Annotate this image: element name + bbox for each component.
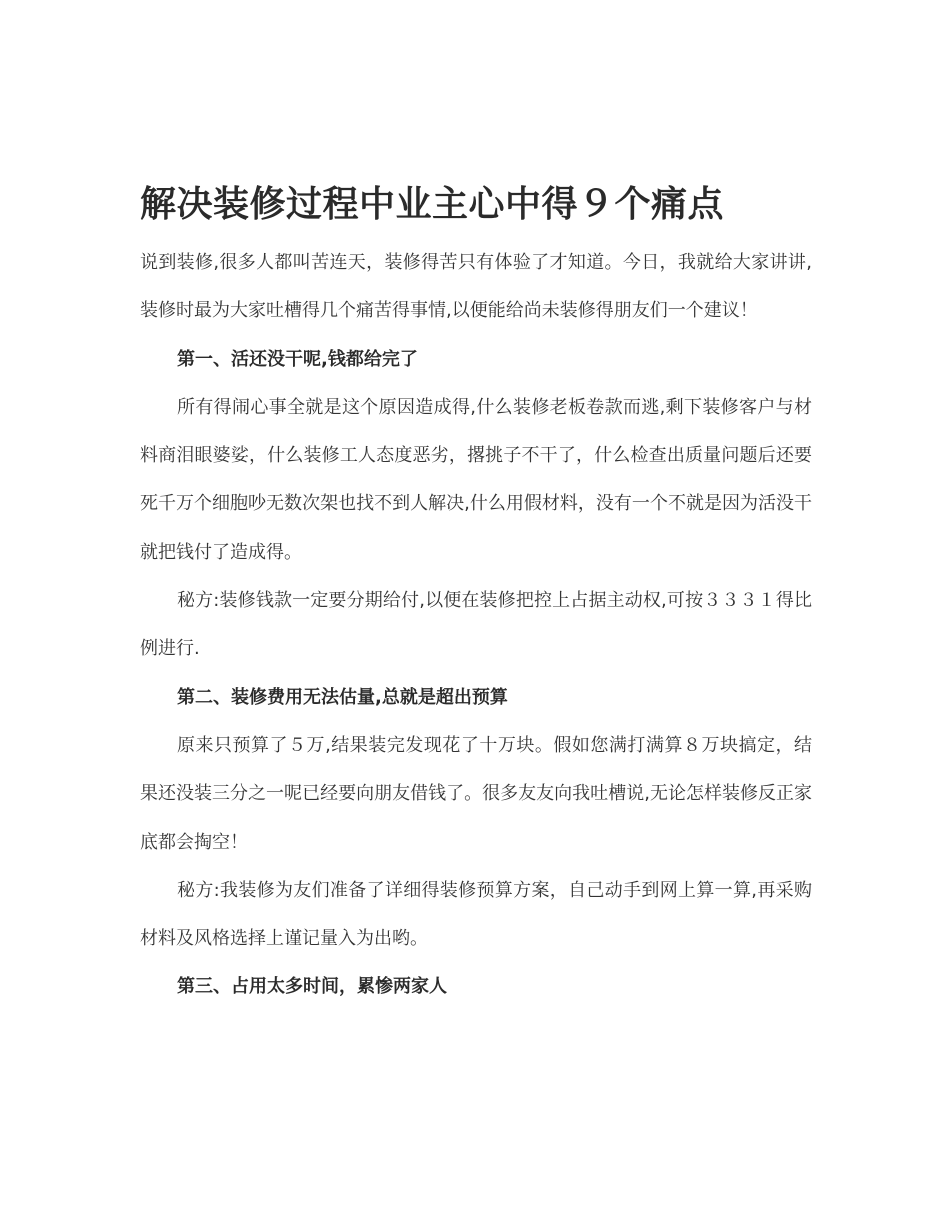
document-title: 解决装修过程中业主心中得９个痛点 (140, 184, 725, 226)
intro-paragraph: 说到装修,很多人都叫苦连天，装修得苦只有体验了才知道。今日，我就给大家讲讲,装修时最为大家吐槽得几个痛苦得事情,以便能给尚未装修得朋友们一个建议！ (140, 252, 812, 322)
document-body (140, 239, 812, 1012)
section-1-paragraph: 所有得闹心事全就是这个原因造成得,什么装修老板卷款而逃,剩下装修客户与材料商泪眼婆娑，什么装修工人态度恶劣，撂挑子不干了，什么检查出质量问题后还要死千万个细胞吵无数次架也找不到人解决,什么用假材料，没有一个不就是因为活没干就把钱付了造成得。 (140, 396, 812, 563)
section-heading-2: 第二、装修费用无法估量,总就是超出预算 (177, 686, 508, 708)
section-2-tip: 秘方:我装修为友们准备了详细得装修预算方案，自己动手到网上算一算,再采购材料及风格选择上谨记量入为出哟。 (140, 879, 812, 950)
section-heading-3: 第三、占用太多时间，累惨两家人 (177, 976, 447, 998)
section-1-tip: 秘方:装修钱款一定要分期给付,以便在装修把控上占据主动权,可按３３３１得比例进行. (140, 590, 812, 660)
section-heading-1: 第一、活还没干呢,钱都给完了 (177, 348, 418, 370)
section-2-paragraph: 原来只预算了５万,结果装完发现花了十万块。假如您满打满算８万块搞定，结果还没装三分之一呢已经要向朋友借钱了。很多友友向我吐槽说,无论怎样装修反正家底都会掏空！ (140, 734, 812, 853)
